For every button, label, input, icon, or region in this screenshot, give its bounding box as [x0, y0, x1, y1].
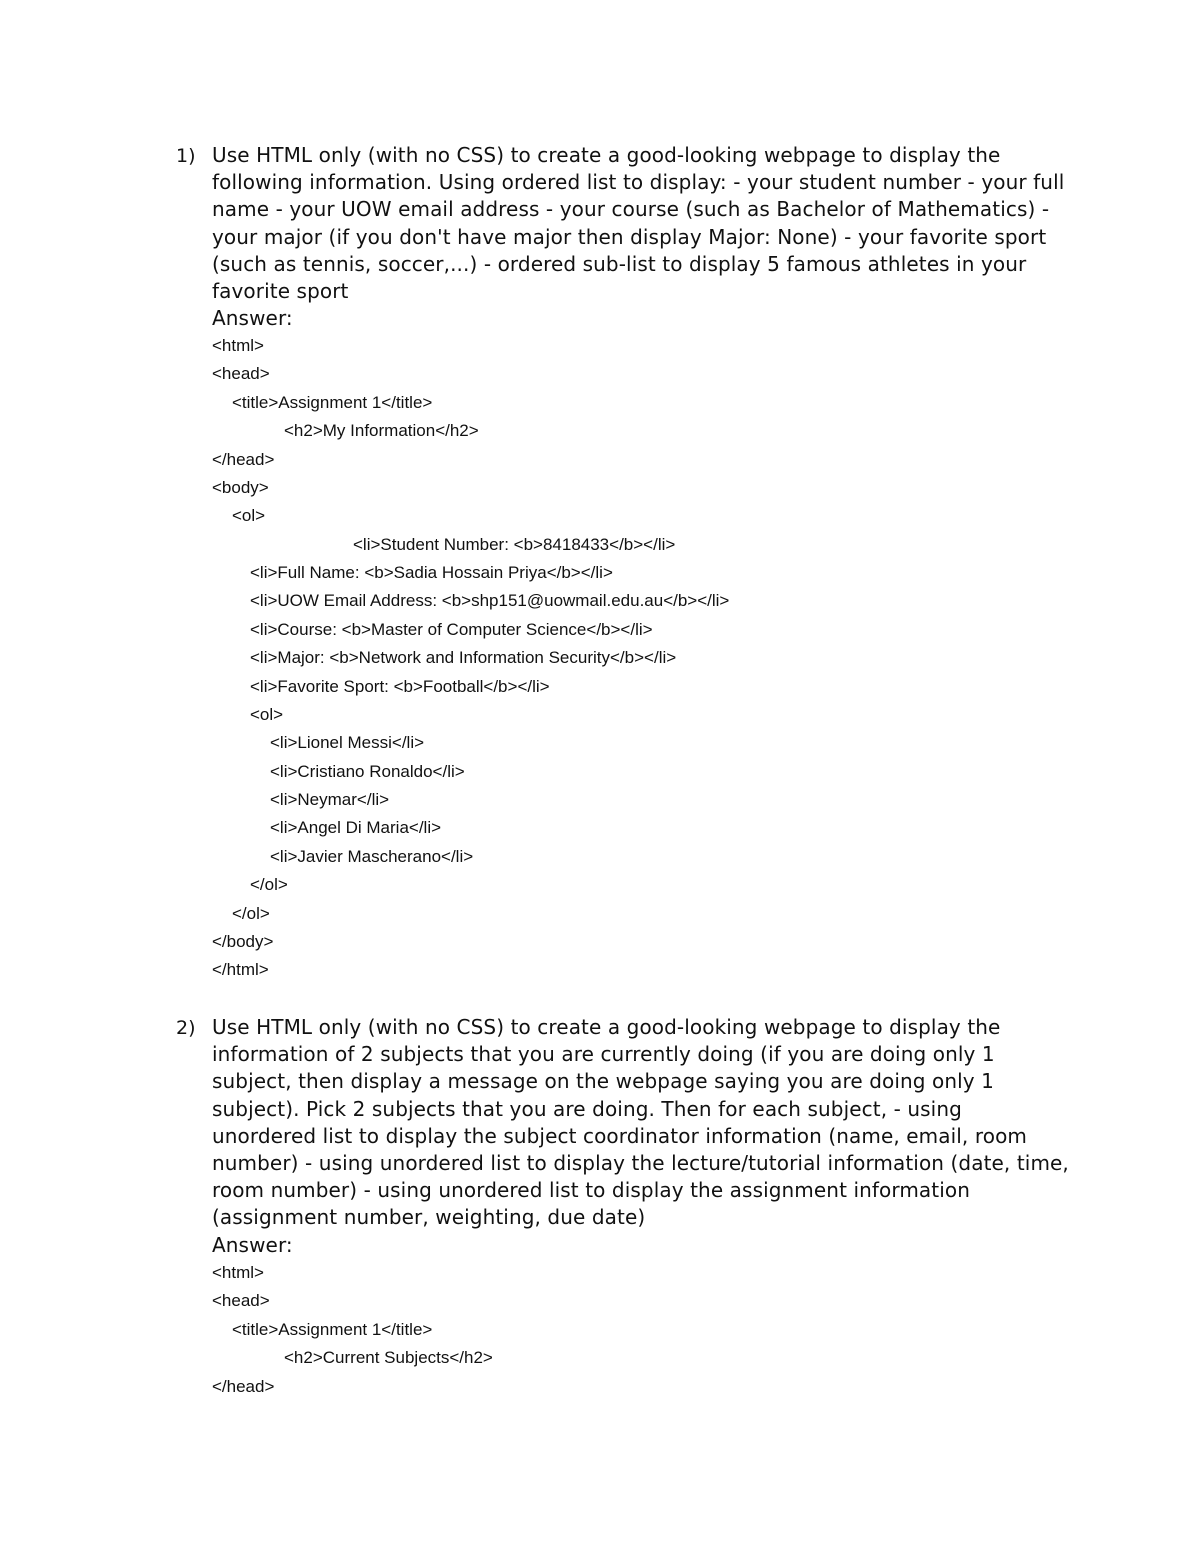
code-line: <ol>	[250, 705, 284, 724]
code-line: <html>	[212, 1263, 264, 1282]
code-line: </ol>	[250, 875, 288, 894]
code-line: <li>Full Name: <b>Sadia Hossain Priya</b></li>	[250, 563, 613, 582]
code-line: <li>Javier Mascherano</li>	[270, 847, 474, 866]
code-line: <li>Neymar</li>	[270, 790, 390, 809]
code-line: </ol>	[232, 904, 270, 923]
question-prompt	[212, 1014, 1072, 1259]
code-line: <li>Student Number: <b>8418433</b></li>	[353, 535, 676, 554]
code-line: <li>UOW Email Address: <b>shp151@uowmail.edu.au</b></li>	[250, 591, 730, 610]
code-line: <li>Major: <b>Network and Information Security</b></li>	[250, 648, 677, 667]
code-line: </head>	[212, 1377, 275, 1396]
code-line: <head>	[212, 364, 270, 383]
code-line: <body>	[212, 478, 269, 497]
question-number: 1)	[176, 145, 196, 167]
code-line: <head>	[212, 1291, 270, 1310]
code-line: <li>Favorite Sport: <b>Football</b></li>	[250, 677, 550, 696]
question-prompt	[212, 142, 1072, 332]
question-prompt-text: Use HTML only (with no CSS) to create a good-looking webpage to display the following information. Using ordered list to display: - your student number - your full name - your UOW email address - your course (such as Bachelor of Mathematics) - your major (if you don't have major then display Major: None) - your favorite sport (such as tennis, soccer,...) - ordered sub-list to display 5 famous athletes in your favorite sport	[212, 143, 1065, 304]
question-prompt-text: Use HTML only (with no CSS) to create a good-looking webpage to display the information of 2 subjects that you are currently doing (if you are doing only 1 subject, then display a message on the webpage saying you are doing only 1 subject). Pick 2 subjects that you are doing. Then for each subject, - using unordered list to display the subject coordinator information (name, email, room number) - using unordered list to display the lecture/tutorial information (date, time, room number) - using unordered list to display the assignment information (assignment number, weighting, due date)	[212, 1015, 1069, 1230]
answer-label: Answer:	[212, 306, 293, 331]
code-line: <h2>My Information</h2>	[284, 421, 479, 440]
code-line: </html>	[212, 960, 269, 979]
code-line: <html>	[212, 336, 264, 355]
code-line: <title>Assignment 1</title>	[232, 1320, 433, 1339]
code-line: <li>Angel Di Maria</li>	[270, 818, 442, 837]
question-number: 2)	[176, 1017, 196, 1039]
code-line: <ol>	[232, 506, 266, 525]
code-line: <title>Assignment 1</title>	[232, 393, 433, 412]
code-line: </head>	[212, 450, 275, 469]
code-line: <h2>Current Subjects</h2>	[284, 1348, 493, 1367]
code-line: <li>Course: <b>Master of Computer Science</b></li>	[250, 620, 653, 639]
code-line: </body>	[212, 932, 274, 951]
code-line: <li>Cristiano Ronaldo</li>	[270, 762, 465, 781]
code-line: <li>Lionel Messi</li>	[270, 733, 425, 752]
answer-label: Answer:	[212, 1232, 293, 1257]
